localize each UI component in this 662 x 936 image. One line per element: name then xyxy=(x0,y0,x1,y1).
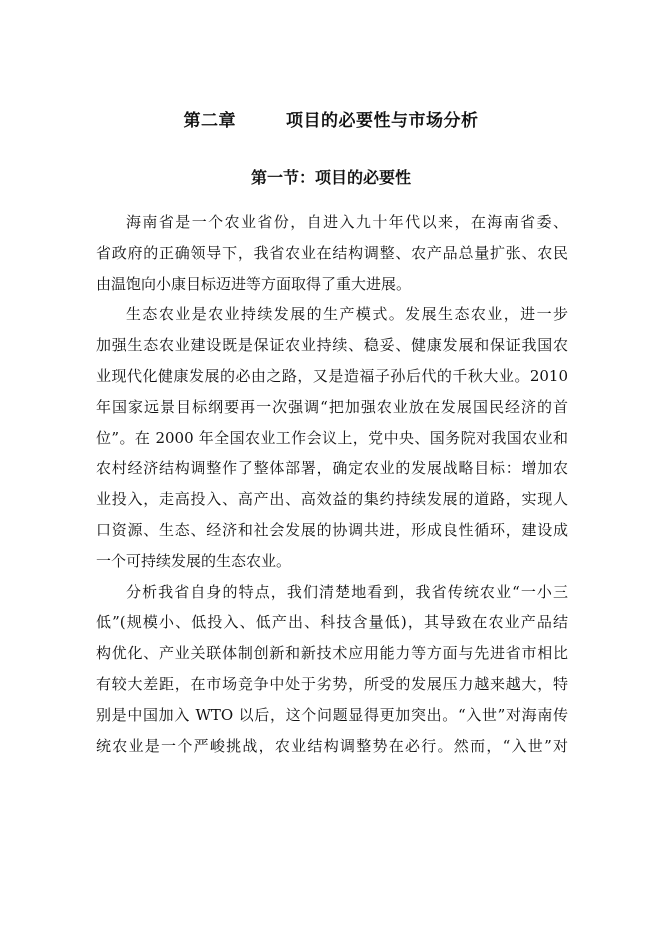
paragraph-line: 业投入，走高投入、高产出、高效益的集约持续发展的道路，实现人 xyxy=(96,490,568,509)
paragraph-1 xyxy=(96,207,568,299)
paragraph-line: 业现代化健康发展的必由之路，又是造福子孙后代的千秋大业。2010 xyxy=(96,366,568,385)
paragraph-line: 统农业是一个严峻挑战，农业结构调整势在必行。然而，“入世”对 xyxy=(96,736,568,755)
paragraph-line: 分析我省自身的特点，我们清楚地看到，我省传统农业“一小三 xyxy=(126,582,568,601)
paragraph-line: 由温饱向小康目标迈进等方面取得了重大进展。 xyxy=(96,274,412,293)
paragraph-line: 有较大差距，在市场竞争中处于劣势，所受的发展压力越来越大，特 xyxy=(96,674,568,693)
paragraph-line: 海南省是一个农业省份，自进入九十年代以来，在海南省委、 xyxy=(126,213,568,231)
paragraph-3 xyxy=(96,577,568,762)
paragraph-line: 加强生态农业建设既是保证农业持续、稳妥、健康发展和保证我国农 xyxy=(96,336,568,355)
chapter-number: 第二章 xyxy=(183,111,236,131)
paragraph-line: 生态农业是农业持续发展的生产模式。发展生态农业，进一步 xyxy=(126,305,568,324)
chapter-name: 项目的必要性与市场分析 xyxy=(286,111,479,131)
paragraph-line: 构优化、产业关联体制创新和新技术应用能力等方面与先进省市相比 xyxy=(96,644,568,663)
paragraph-line: 省政府的正确领导下，我省农业在结构调整、农产品总量扩张、农民 xyxy=(96,243,568,262)
paragraph-line: 一个可持续发展的生态农业。 xyxy=(96,551,292,570)
chapter-title xyxy=(0,106,662,131)
paragraph-line: 位”。在 2000 年全国农业工作会议上，党中央、国务院对我国农业和 xyxy=(96,428,568,447)
paragraph-line: 农村经济结构调整作了整体部署，确定农业的发展战略目标：增加农 xyxy=(96,459,568,478)
paragraph-line: 口资源、生态、经济和社会发展的协调共进，形成良性循环，建设成 xyxy=(96,520,568,539)
section-title: 第一节：项目的必要性 xyxy=(250,168,411,187)
paragraph-line: 年国家远景目标纲要再一次强调“把加强农业放在发展国民经济的首 xyxy=(96,397,568,416)
paragraph-line: 低”(规模小、低投入、低产出、科技含量低)，其导致在农业产品结 xyxy=(96,613,568,632)
paragraph-2 xyxy=(96,299,568,576)
paragraph-line: 别是中国加入 WTO 以后，这个问题显得更加突出。“入世”对海南传 xyxy=(96,705,568,724)
body-text xyxy=(96,207,568,761)
